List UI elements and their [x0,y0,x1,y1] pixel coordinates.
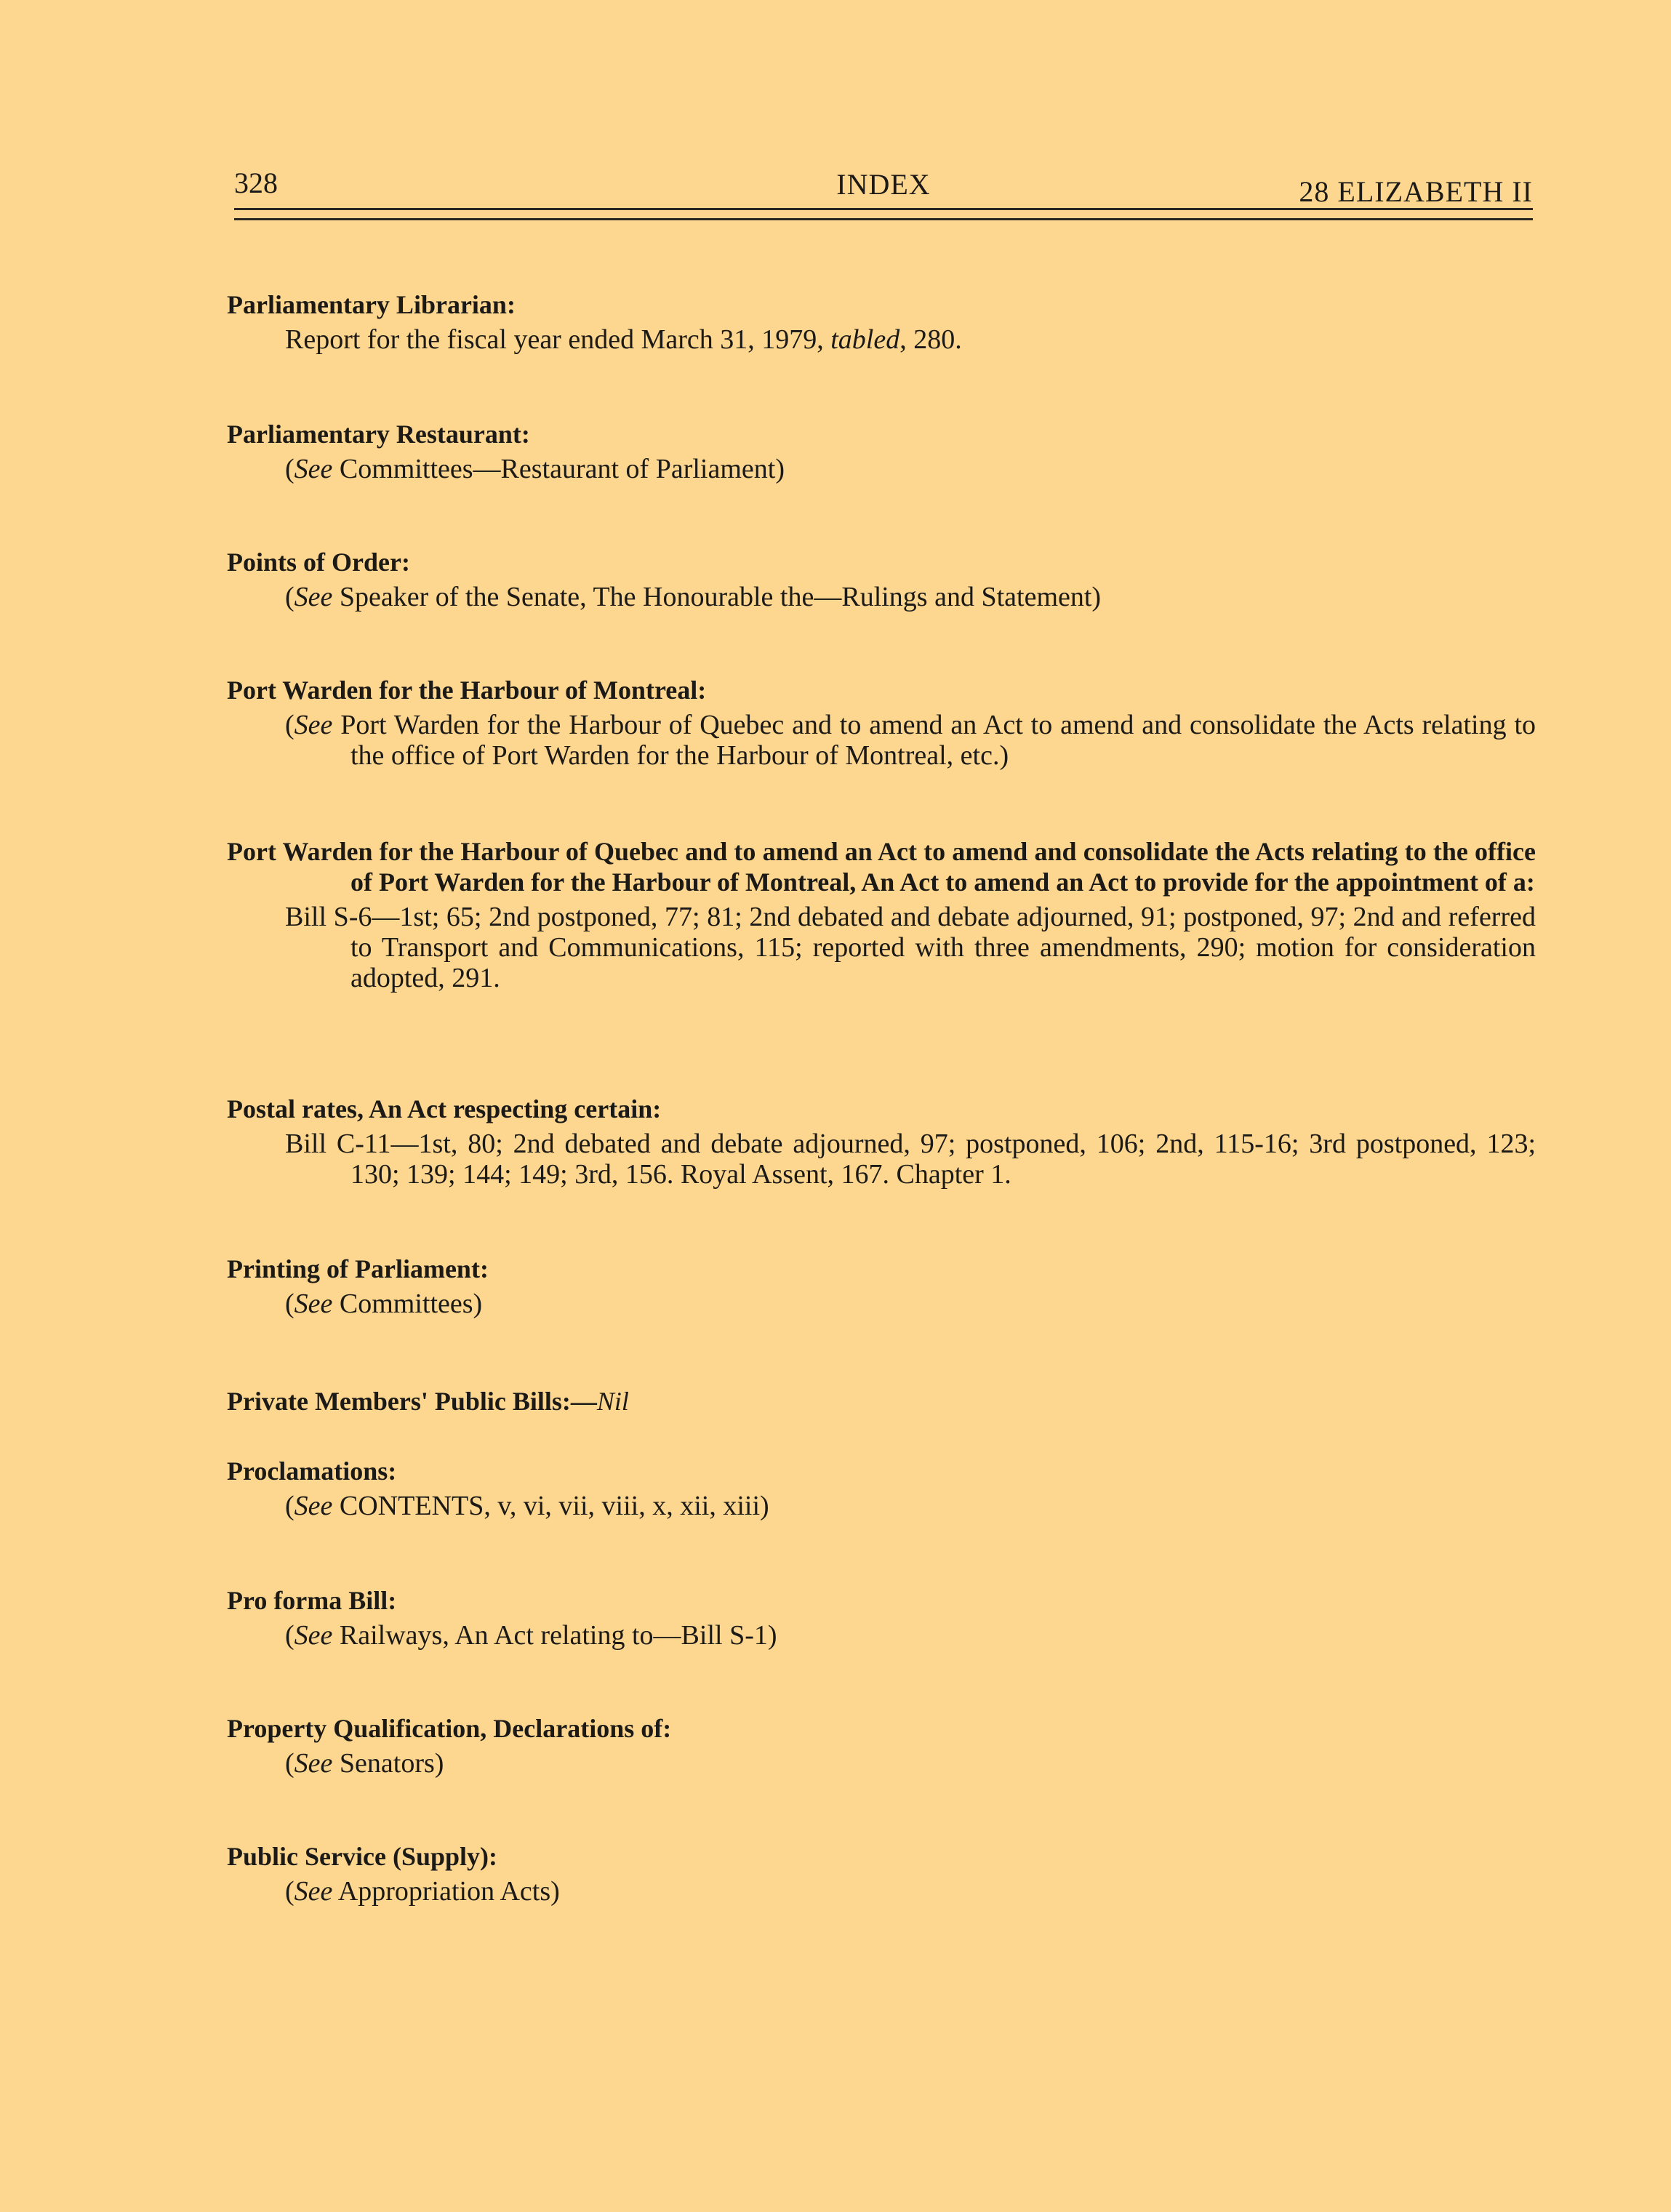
body-italic-text: tabled [830,324,900,355]
body-text: Appropriation Acts) [332,1876,560,1907]
see-reference: See [294,1491,333,1521]
see-reference: See [294,710,333,740]
body-text: CONTENTS, v, vi, vii, viii, x, xii, xiii) [332,1491,769,1521]
entry-body [227,1491,1536,1521]
entry-body [227,1620,1536,1651]
body-text: ( [285,454,294,484]
entry-heading: Property Qualification, Declarations of: [227,1714,672,1743]
entry-body [227,324,1536,355]
see-reference: See [294,454,333,484]
body-text: Report for the fiscal year ended March 31, 1979, [285,324,831,355]
see-reference: See [294,1748,333,1779]
entry-body [227,1876,1536,1907]
body-text: ( [285,1491,294,1521]
entry-body [227,1748,1536,1779]
entry-body [227,582,1536,612]
index-entry [227,1094,1536,1190]
body-text: ( [285,710,294,740]
entry-heading: Printing of Parliament: [227,1254,489,1283]
entry-body [227,710,1536,771]
index-entry [227,289,1536,355]
entry-body [227,1289,1536,1319]
entry-heading: Port Warden for the Harbour of Montreal: [227,676,707,705]
reign-label: 28 ELIZABETH II [1299,175,1533,208]
entry-heading: Port Warden for the Harbour of Quebec and to amend an Act to amend and consolidate the Acts relating to the office of Port Warden for the Harbour of Montreal, An Act to amend an Act to provide for the appointment of a: [227,837,1536,897]
entry-body: Bill S-6—1st; 65; 2nd postponed, 77; 81; 2nd debated and debate adjourned, 91; postponed, 97; 2nd and referred to Transport and Communications, 115; reported with three amendments, 290; motion for consideration adopted, 291. [285,902,1536,993]
see-reference: See [294,1876,333,1907]
index-entry [227,1713,1536,1779]
entry-body [227,454,1536,484]
body-text: ( [285,1289,294,1319]
entry-heading: Parliamentary Librarian: [227,290,516,319]
body-text: ( [285,1876,294,1907]
index-entry [227,547,1536,612]
header-rule-bottom [234,218,1533,220]
heading-italic-text: Nil [596,1387,629,1416]
running-header [234,166,1533,209]
entry-heading: Parliamentary Restaurant: [227,420,530,449]
heading-text: Private Members' Public Bills:— [227,1387,597,1416]
see-reference: See [294,1289,333,1319]
see-reference: See [294,582,333,612]
entry-heading: Public Service (Supply): [227,1842,498,1871]
body-text: ( [285,1748,294,1779]
index-entry [227,1585,1536,1651]
body-text: Port Warden for the Harbour of Quebec and to amend an Act to amend and consolidate the Acts relating to the office of Port Warden for the Harbour of Montreal, etc.) [332,710,1536,771]
body-text: Railways, An Act relating to—Bill S-1) [332,1620,777,1651]
body-text: Speaker of the Senate, The Honourable the—Rulings and Statement) [332,582,1102,612]
body-text: Committees—Restaurant of Parliament) [332,454,785,484]
index-entry [227,1254,1536,1319]
index-entry [227,1386,1536,1416]
entry-heading: Pro forma Bill: [227,1586,397,1615]
entry-heading [227,1386,1536,1416]
body-text: Committees) [332,1289,483,1319]
entry-heading: Points of Order: [227,548,410,577]
header-rule-top [234,208,1533,210]
body-text: ( [285,1620,294,1651]
entry-heading: Postal rates, An Act respecting certain: [227,1094,662,1123]
body-text: , 280. [899,324,962,355]
entry-body: Bill C-11—1st, 80; 2nd debated and debate adjourned, 97; postponed, 106; 2nd, 115-16; 3rd postponed, 123; 130; 139; 144; 149; 3rd, 156. Royal Assent, 167. Chapter 1. [285,1129,1536,1190]
body-text: ( [285,582,294,612]
see-reference: See [294,1620,333,1651]
page-title: INDEX [836,168,931,201]
index-entry [227,1841,1536,1907]
index-entry [227,836,1536,993]
index-entry [227,1456,1536,1521]
entry-heading: Proclamations: [227,1456,397,1486]
index-entry [227,675,1536,771]
body-text: Senators) [332,1748,444,1779]
index-entry [227,419,1536,484]
page-number: 328 [234,167,278,199]
